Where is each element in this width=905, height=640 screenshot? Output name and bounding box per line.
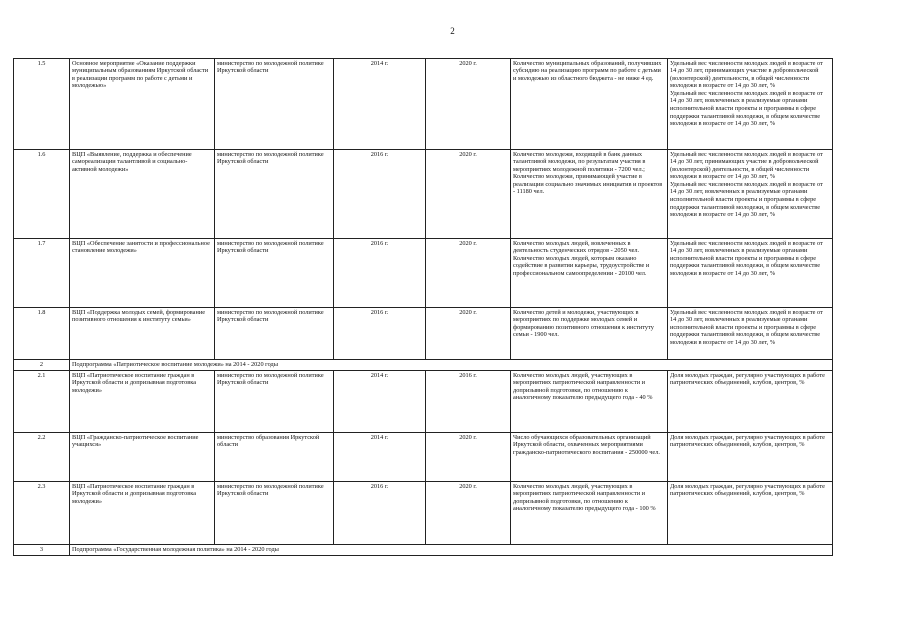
end-year: 2016 г. xyxy=(426,371,511,433)
target-indicator xyxy=(668,308,833,360)
indicator-text: Доля молодых граждан, регулярно участвующих в работе патриотических объединений, клубов, центров, % xyxy=(670,371,825,387)
end-year: 2020 г. xyxy=(426,239,511,308)
indicator-text: Удельный вес численности молодых людей в возрасте от 14 до 30 лет, вовлеченных в реализуемые органами исполнительной власти проекты и программы в сфере поддержки талантливой молодежи, в общем количестве молодежи в возрасте от 14 до 30 лет, % xyxy=(670,308,823,346)
row-number: 1.7 xyxy=(14,239,70,308)
row-number: 1.8 xyxy=(14,308,70,360)
expected-result xyxy=(511,59,668,150)
executor: министерство по молодежной политике Иркутской области xyxy=(215,482,334,545)
start-year: 2016 г. xyxy=(334,482,426,545)
row-number: 2 xyxy=(14,360,70,371)
row-number: 2.3 xyxy=(14,482,70,545)
end-year: 2020 г. xyxy=(426,150,511,239)
end-year: 2020 г. xyxy=(426,308,511,360)
target-indicator xyxy=(668,433,833,482)
indicator-text: Удельный вес численности молодых людей в возрасте от 14 до 30 лет, принимающих участие в добровольческой (волонтерской) деятельности, в общей численности молодежи в возрасте от 14 до 30 лет, % xyxy=(670,150,823,181)
measure-name: ВЦП «Патриотическое воспитание граждан в Иркутской области и допризывная подготовка молодежи» xyxy=(70,371,215,433)
start-year: 2016 г. xyxy=(334,308,426,360)
row-number: 3 xyxy=(14,545,70,556)
table-row xyxy=(14,433,833,482)
program-table xyxy=(13,58,833,556)
table-row xyxy=(14,482,833,545)
start-year: 2016 г. xyxy=(334,150,426,239)
indicator-text: Доля молодых граждан, регулярно участвующих в работе патриотических объединений, клубов, центров, % xyxy=(670,482,825,498)
table-row xyxy=(14,59,833,150)
start-year: 2014 г. xyxy=(334,59,426,150)
measure-name: ВЦП «Выявление, поддержка и обеспечение самореализации талантливой и социально-активной молодежи» xyxy=(70,150,215,239)
measure-name: ВЦП «Обеспечение занятости и профессиональное становление молодежи» xyxy=(70,239,215,308)
subprogram-title: Подпрограмма «Государственная молодежная политика» на 2014 - 2020 годы xyxy=(70,545,833,556)
row-number: 1.5 xyxy=(14,59,70,150)
start-year: 2014 г. xyxy=(334,371,426,433)
start-year: 2016 г. xyxy=(334,239,426,308)
end-year: 2020 г. xyxy=(426,433,511,482)
result-text: Количество молодых людей, участвующих в мероприятиях патриотической направленности и допризывной подготовки, по отношению к аналогичному показателю предыдущего года - 100 % xyxy=(513,482,656,513)
expected-result xyxy=(511,433,668,482)
end-year: 2020 г. xyxy=(426,59,511,150)
expected-result xyxy=(511,482,668,545)
table-row xyxy=(14,150,833,239)
measure-name: ВЦП «Гражданско-патриотическое воспитание учащихся» xyxy=(70,433,215,482)
indicator-text: Доля молодых граждан, регулярно участвующих в работе патриотических объединений, клубов, центров, % xyxy=(670,433,825,449)
end-year: 2020 г. xyxy=(426,482,511,545)
measure-name: ВЦП «Патриотическое воспитание граждан в Иркутской области и допризывная подготовка молодежи» xyxy=(70,482,215,545)
indicator-text: Удельный вес численности молодых людей в возрасте от 14 до 30 лет, вовлеченных в реализуемые органами исполнительной власти проекты и программы в сфере поддержки талантливой молодежи, в общем количестве молодежи в возрасте от 14 до 30 лет, % xyxy=(670,239,823,277)
executor: министерство по молодежной политике Иркутской области xyxy=(215,239,334,308)
measure-name: Основное мероприятие «Оказание поддержки муниципальным образованиям Иркутской области в реализации программ по работе с детьми и молодежью» xyxy=(70,59,215,150)
result-text: Количество молодежи, входящей в банк данных талантливой молодежи, по результатам участия в мероприятиях молодежной политики - 7200 чел.; xyxy=(513,150,646,173)
result-text: Количество молодых людей, которым оказано содействие в развитии карьеры, трудоустройстве и профессиональном самоопределении - 20100 чел. xyxy=(513,254,650,277)
executor: министерство по молодежной политике Иркутской области xyxy=(215,371,334,433)
table-row xyxy=(14,371,833,433)
expected-result xyxy=(511,239,668,308)
expected-result xyxy=(511,308,668,360)
result-text: Количество детей и молодежи, участвующих в мероприятиях по поддержке молодых семей и формированию позитивного отношения к институту семьи - 1900 чел. xyxy=(513,308,654,339)
indicator-text: Удельный вес численности молодых людей в возрасте от 14 до 30 лет, принимающих участие в добровольческой (волонтерской) деятельности, в общей численности молодежи в возрасте от 14 до 30 лет, % xyxy=(670,59,823,90)
result-text: Количество муниципальных образований, получивших субсидию на реализацию программ по работе с детьми и молодежью из областного бюджета - не ниже 4 ед. xyxy=(513,59,662,82)
executor: министерство образования Иркутской области xyxy=(215,433,334,482)
start-year: 2014 г. xyxy=(334,433,426,482)
result-text: Количество молодых людей, вовлеченных в деятельность студенческих отрядов - 2050 чел. xyxy=(513,239,640,255)
row-number: 2.1 xyxy=(14,371,70,433)
table-row xyxy=(14,308,833,360)
executor: министерство по молодежной политике Иркутской области xyxy=(215,308,334,360)
page-number: 2 xyxy=(450,26,455,36)
target-indicator xyxy=(668,59,833,150)
target-indicator xyxy=(668,150,833,239)
expected-result xyxy=(511,150,668,239)
expected-result xyxy=(511,371,668,433)
result-text: Количество молодежи, принимающей участие в реализации социально значимых инициатив и проектов - 11180 чел. xyxy=(513,173,663,196)
row-number: 1.6 xyxy=(14,150,70,239)
indicator-text: Удельный вес численности молодых людей в возрасте от 14 до 30 лет, вовлеченных в реализуемые органами исполнительной власти проекты и программы в сфере поддержки талантливой молодежи, в общем количестве молодежи в возрасте от 14 до 30 лет, % xyxy=(670,180,823,219)
row-number: 2.2 xyxy=(14,433,70,482)
executor: министерство по молодежной политике Иркутской области xyxy=(215,59,334,150)
subprogram-row xyxy=(14,360,833,371)
target-indicator xyxy=(668,371,833,433)
target-indicator xyxy=(668,239,833,308)
result-text: Количество молодых людей, участвующих в мероприятиях патриотической направленности и допризывной подготовки, по отношению к аналогичному показателю предыдущего года - 40 % xyxy=(513,371,653,402)
indicator-text: Удельный вес численности молодых людей в возрасте от 14 до 30 лет, вовлеченных в реализуемые органами исполнительной власти проекты и программы в сфере поддержки талантливой молодежи, в общем количестве молодежи в возрасте от 14 до 30 лет, % xyxy=(670,89,823,128)
result-text: Число обучающихся образовательных организаций Иркутской области, охваченных мероприятиями гражданско-патриотического воспитания - 250000 чел. xyxy=(513,433,660,456)
target-indicator xyxy=(668,482,833,545)
subprogram-title: Подпрограмма «Патриотическое воспитание молодежи» на 2014 - 2020 годы xyxy=(70,360,833,371)
subprogram-row xyxy=(14,545,833,556)
measure-name: ВЦП «Поддержка молодых семей, формирование позитивного отношения к институту семьи» xyxy=(70,308,215,360)
table-row xyxy=(14,239,833,308)
executor: министерство по молодежной политике Иркутской области xyxy=(215,150,334,239)
